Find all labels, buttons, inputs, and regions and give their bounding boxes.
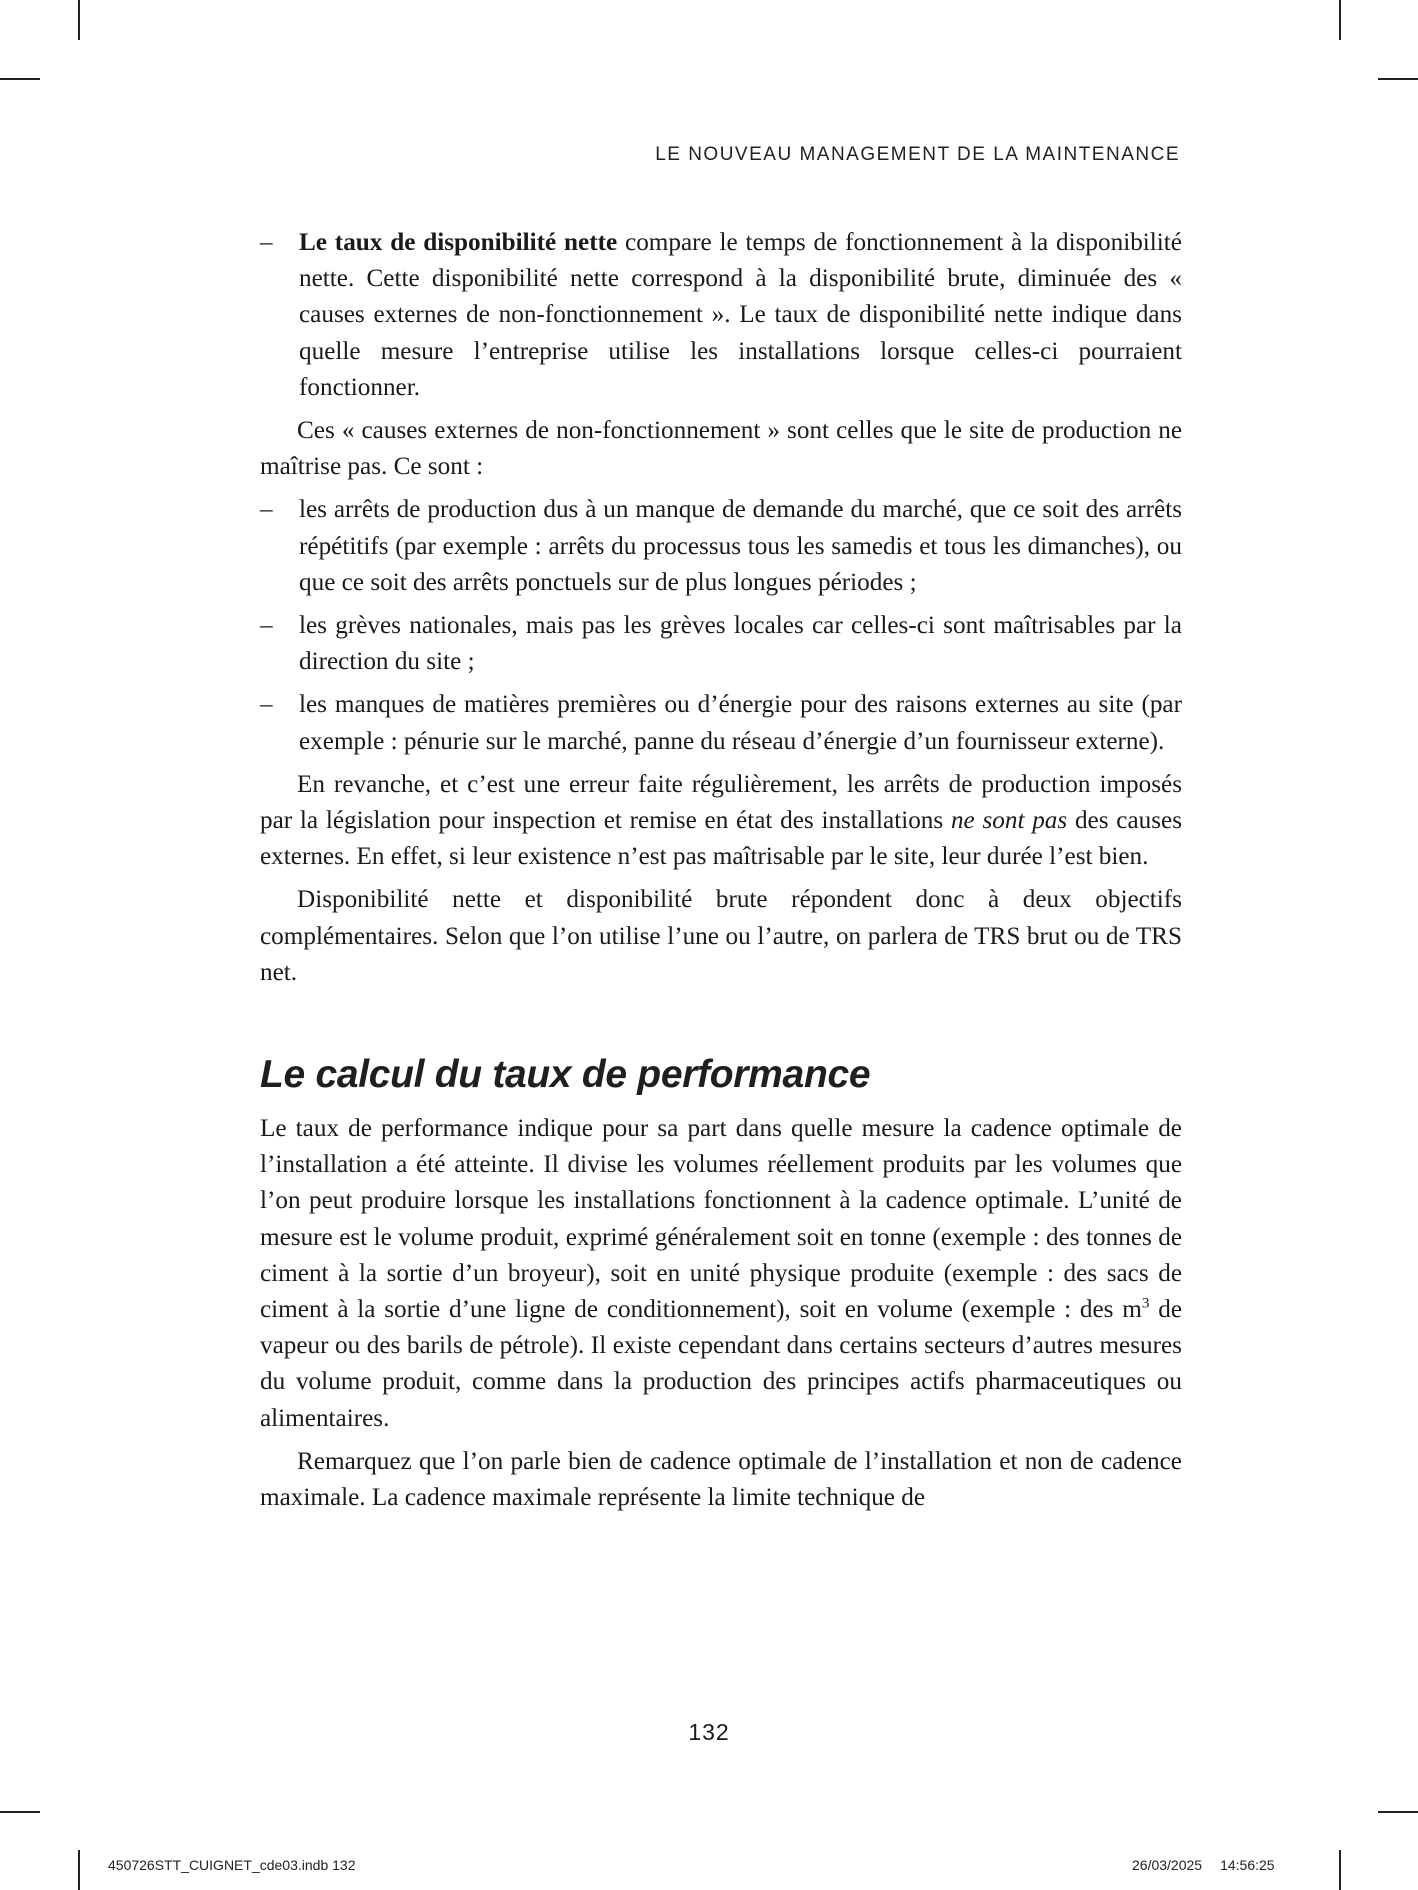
slug-time: 14:56:25 — [1220, 1857, 1275, 1873]
dash-bullet: – — [260, 612, 273, 640]
revanche-text-start: En revanche, et c’est une erreur faite régulièrement, les arrêts de production imposés par la législation pour inspection et remise en état des installations — [260, 770, 1182, 835]
paragraph-performance — [260, 1111, 1182, 1437]
superscript-three: 3 — [1141, 1295, 1150, 1312]
paragraph-trs: Disponibilité nette et disponibilité brute répondent donc à deux objectifs complémentaires. Selon que l’on utilise l’une ou l’autre, on parlera de TRS brut ou de TRS net. — [260, 886, 1182, 986]
dash-bullet: – — [260, 691, 273, 719]
dash-bullet: – — [260, 496, 273, 524]
dash-bullet: – — [260, 229, 273, 256]
net-availability-definition: compare le temps de fonctionnement à la disponibilité nette. Cette disponibilité nette correspond à la disponibilité brute, diminuée des « causes externes de non-fonctionnement ». Le taux de disponibilité nette indique dans quelle mesure l’entreprise utilise les installations lorsque celles-ci pourraient fonctionner. — [299, 229, 1182, 401]
slug-date: 26/03/2025 — [1132, 1857, 1203, 1873]
list-item-cause — [260, 608, 1182, 680]
crop-mark — [1339, 0, 1341, 40]
section-title: Le calcul du taux de performance — [260, 1053, 871, 1097]
page-number: 132 — [688, 1719, 730, 1745]
paragraph-external-causes: Ces « causes externes de non-fonctionnement » sont celles que le site de production ne maîtrise pas. Ce sont : — [260, 417, 1182, 481]
term-net-availability: Le taux de disponibilité nette — [299, 229, 618, 256]
crop-mark — [1378, 78, 1418, 80]
revanche-text-end: des causes externes. En effet, si leur existence n’est pas maîtrisable par le site, leur durée l’est bien. — [260, 807, 1183, 871]
list-item-net-availability — [260, 225, 1182, 406]
paragraph-en-revanche — [260, 767, 1182, 876]
performance-text-end: de vapeur ou des barils de pétrole). Il existe cependant dans certains secteurs d’autres mesures du volume produit, comme dans la production des principes actifs pharmaceutiques ou alimentaires. — [260, 1296, 1182, 1432]
crop-mark — [1339, 1850, 1341, 1890]
crop-mark — [78, 1850, 80, 1890]
crop-mark — [78, 0, 80, 40]
slug-file: 450726STT_CUIGNET_cde03.indb 132 — [108, 1857, 356, 1873]
crop-mark — [1378, 1811, 1418, 1813]
cause-text: les manques de matières premières ou d’énergie pour des raisons externes au site (par exemple : pénurie sur le marché, panne du réseau d’énergie d’un fournisseur externe). — [299, 691, 1182, 755]
cause-text: les grèves nationales, mais pas les grèves locales car celles-ci sont maîtrisables par la direction du site ; — [299, 612, 1182, 676]
cause-text: les arrêts de production dus à un manque de demande du marché, que ce soit des arrêts répétitifs (par exemple : arrêts du processus tous les samedis et tous les dimanches), ou que ce soit des arrêts ponctuels sur de plus longues périodes ; — [299, 496, 1182, 596]
slug-timestamp — [1132, 1857, 1275, 1873]
list-item-cause — [260, 687, 1182, 759]
running-head: LE NOUVEAU MANAGEMENT DE LA MAINTENANCE — [655, 144, 1180, 165]
crop-mark — [0, 1811, 40, 1813]
body-text — [260, 225, 1182, 1523]
crop-mark — [0, 78, 40, 80]
revanche-emphasis: ne sont pas — [950, 807, 1068, 835]
performance-text-start: Le taux de performance indique pour sa part dans quelle mesure la cadence optimale de l’installation a été atteinte. Il divise les volumes réellement produits par les volumes que l’on peut produire lorsque les installations fonctionnent à la cadence optimale. L’unité de mesure est le volume produit, exprimé généralement soit en tonne (exemple : des tonnes de ciment à la sortie d’un broyeur), soit en unité physique produite (exemple : des sacs de ciment à la sortie d’une ligne de conditionnement), soit en volume (exemple : des m — [260, 1115, 1182, 1324]
paragraph-remarque: Remarquez que l’on parle bien de cadence optimale de l’installation et non de cadence maximale. La cadence maximale représente la limite technique de — [260, 1447, 1182, 1512]
list-item-cause — [260, 492, 1182, 601]
